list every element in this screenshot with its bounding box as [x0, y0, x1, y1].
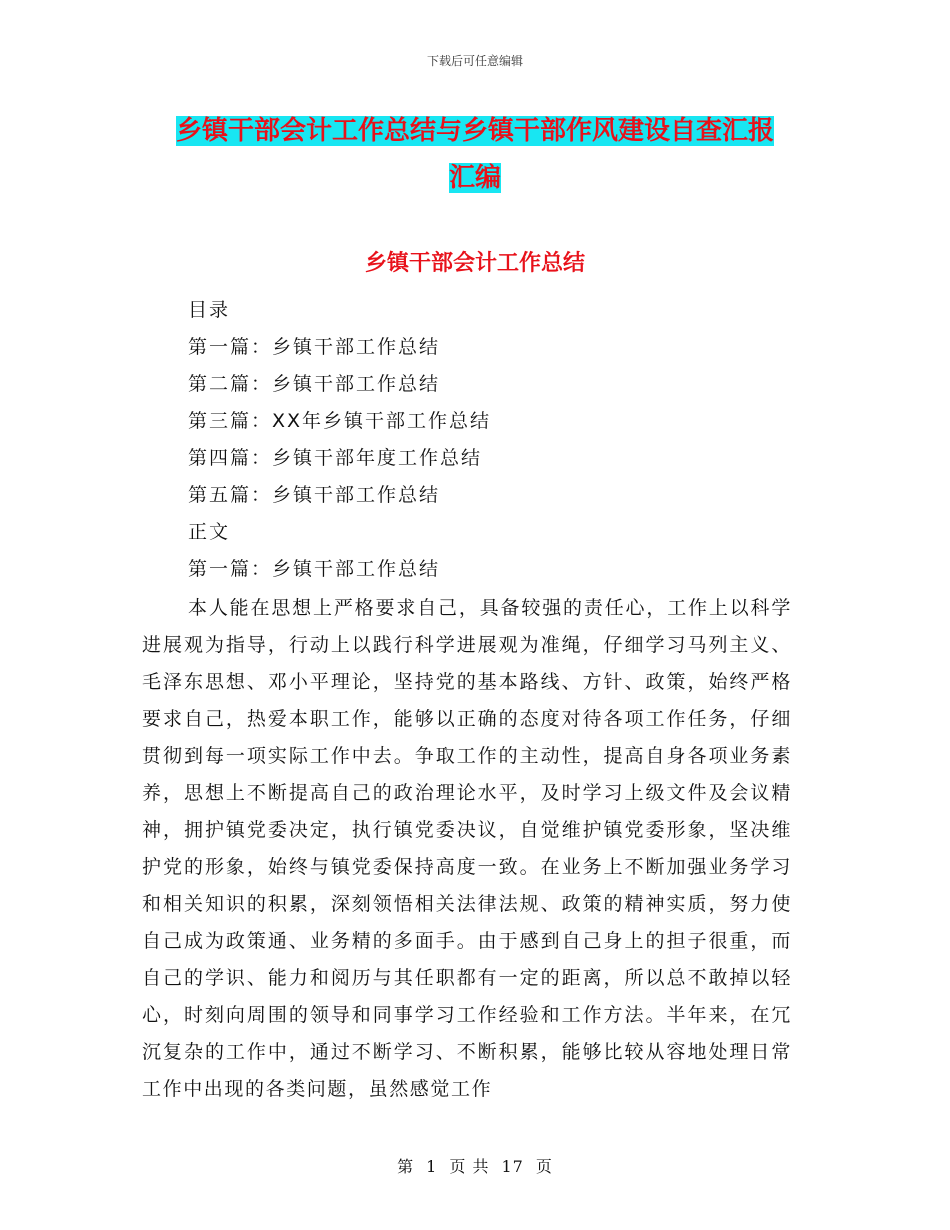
footer-middle: 页 共 [449, 1157, 490, 1176]
chapter-heading: 第一篇：乡镇干部工作总结 [188, 558, 441, 580]
document-title-line2: 汇编 [448, 163, 501, 193]
header-note: 下载后可任意编辑 [426, 54, 523, 68]
table-of-contents [188, 292, 808, 588]
toc-heading: 目录 [188, 299, 231, 321]
section-title: 乡镇干部会计工作总结 [364, 251, 585, 276]
toc-item: 第二篇：乡镇干部工作总结 [188, 373, 441, 395]
body-heading: 正文 [188, 521, 231, 543]
footer-page-number: 1 [426, 1157, 438, 1176]
toc-item: 第五篇：乡镇干部工作总结 [188, 484, 441, 506]
footer-suffix: 页 [535, 1157, 553, 1176]
toc-item: 第四篇：乡镇干部年度工作总结 [188, 447, 483, 469]
page-footer [0, 1154, 950, 1177]
toc-item: 第一篇：乡镇干部工作总结 [188, 336, 441, 358]
footer-total-pages: 17 [501, 1157, 524, 1176]
body-paragraph: 本人能在思想上严格要求自己，具备较强的责任心，工作上以科学进展观为指导，行动上以践行科学进展观为准绳，仔细学习马列主义、毛泽东思想、邓小平理论，坚持党的基本路线、方针、政策，始终严格要求自己，热爱本职工作，能够以正确的态度对待各项工作任务，仔细贯彻到每一项实际工作中去。争取工作的主动性，提高自身各项业务素养，思想上不断提高自己的政治理论水平，及时学习上级文件及会议精神，拥护镇党委决定，执行镇党委决议，自觉维护镇党委形象，坚决维护党的形象，始终与镇党委保持高度一致。在业务上不断加强业务学习和相关知识的积累，深刻领悟相关法律法规、政策的精神实质，努力使自己成为政策通、业务精的多面手。由于感到自己身上的担子很重，而自己的学识、能力和阅历与其任职都有一定的距离，所以总不敢掉以轻心，时刻向周围的领导和同事学习工作经验和工作方法。半年来，在冗沉复杂的工作中，通过不断学习、不断积累，能够比较从容地处理日常工作中出现的各类问题，虽然感觉工作 [142, 597, 792, 1100]
document-title-line1: 乡镇干部会计工作总结与乡镇干部作风建设自查汇报 [175, 116, 774, 146]
footer-prefix: 第 [397, 1157, 415, 1176]
toc-item: 第三篇：XX年乡镇干部工作总结 [188, 410, 492, 432]
document-title [140, 108, 810, 202]
